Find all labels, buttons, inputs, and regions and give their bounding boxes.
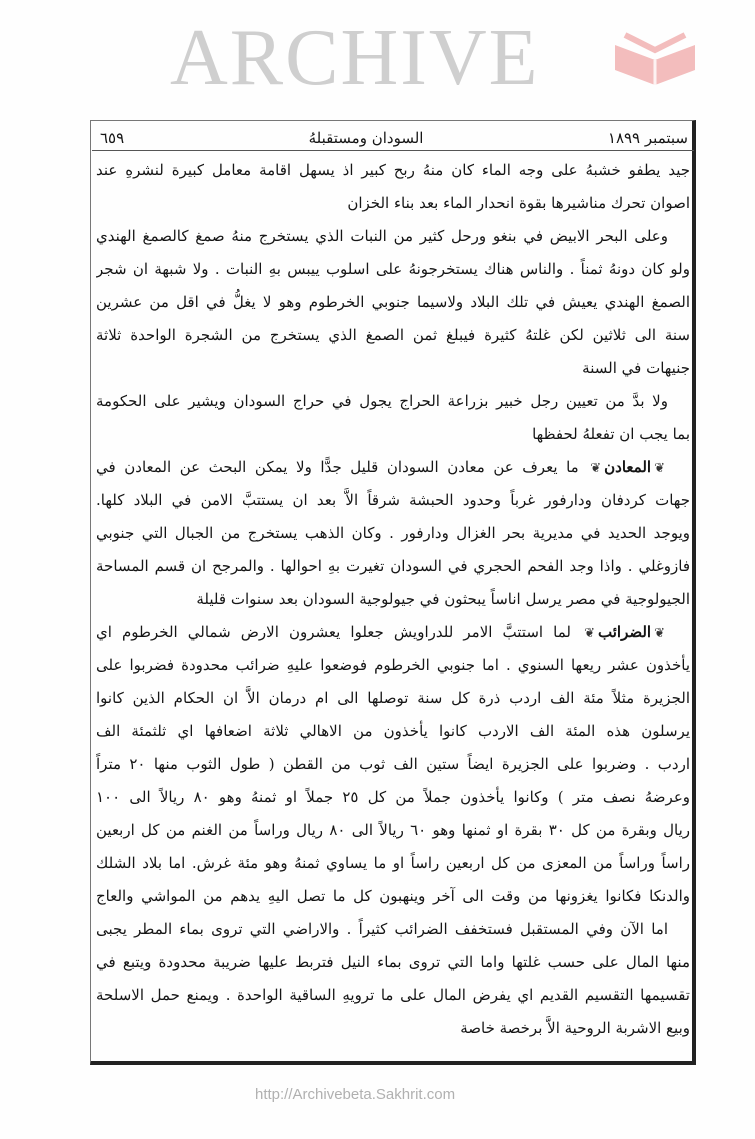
- text-line-with-heading: [96, 616, 690, 649]
- text-line: وعلى البحر الابيض في بنغو ورحل كثير من النبات الذي يستخرج منهُ صمغ كالصمغ الهندي: [96, 227, 668, 245]
- text-line: ويوجد الحديد في مديرية بحر الغزال ودارفور . وكان الذهب يستخرج من الجبال التي جنوبي: [96, 524, 690, 542]
- text-line: اما الآن وفي المستقبل فستخفف الضرائب كثيراً . والاراضي التي تروى بماء المطر يجبى: [96, 920, 668, 938]
- archive-book-logo-icon: [610, 25, 700, 95]
- text-line: ما يعرف عن معادن السودان قليل جدًّا ولا يمكن البحث عن المعادن في: [96, 458, 579, 476]
- text-line: وعرضهُ نصف متر ) وكانوا يأخذون جملاً من كل ٢٥ جملاً او ثمنهُ وهو ٨٠ ريالاً الى ١٠٠: [96, 788, 690, 806]
- text-line: سنة الى ثلاثين لكن غلتهُ كثيرة فيبلغ ثمن الصمغ الذي يستخرج من الشجرة الواحدة ثلاثة: [96, 326, 690, 344]
- ornament-icon: ❦: [654, 626, 665, 641]
- text-line: راساً وراساً من المعزى من كل اربعين راساً او ما يساوي ثمنهُ وهو مئة غرش. اما بلاد الشلك: [96, 854, 690, 872]
- text-line: يأخذون عشر ريعها السنوي . اما جنوبي الخرطوم فوضعوا عليهِ ضرائب محدودة فضربوا على: [96, 656, 690, 674]
- text-line: جهات كردفان ودارفور غرباً وحدود الحبشة شرقاً الاَّ بعد ان يستتبَّ الامن في البلاد كلها.: [96, 491, 690, 509]
- text-line-with-heading: [96, 451, 690, 484]
- text-line: والدنكا فكانوا يغزونها من وقت الى آخر وينهبون كل ما تصل اليهِ يدهم من المواشي والعاج: [96, 887, 690, 905]
- text-line: ولو كان دونهُ ثمناً . والناس هناك يستخرجونهُ على اسلوب ييبس بهِ النبات . ولا شبهة ان شجر: [96, 260, 690, 278]
- text-line: الجيولوجية في مصر يرسل اناساً يبحثون في جيولوجية السودان بعد سنوات قليلة: [196, 590, 690, 608]
- text-line: ريال وبقرة من كل ٣٠ بقرة او ثمنها وهو ٦٠ ريالاً الى ٨٠ ريال وراساً من الغنم من كل اربعين: [96, 821, 690, 839]
- text-line: منها المال على حسب غلتها واما التي تروى بماء النيل فتربط عليها ضريبة محدودة ويتبع في: [96, 953, 690, 971]
- section-heading-taxes: الضرائب: [598, 623, 652, 641]
- text-line: بما يجب ان تفعلهُ لحفظها: [532, 425, 690, 443]
- text-line: ولا بدَّ من تعيين رجل خبير بزراعة الحراج يجول في حراج السودان ويشير على الحكومة: [96, 392, 668, 410]
- text-line: جنيهات في السنة: [582, 359, 690, 377]
- running-header: [100, 126, 688, 150]
- header-divider: [92, 150, 694, 151]
- ornament-icon: ❦: [584, 626, 595, 641]
- text-line: تقسيمها التقسيم القديم اي يفرض المال على ما ترويهِ الساقية الواحدة . ويمنع حمل الاسلحة: [96, 986, 690, 1004]
- section-heading-minerals: المعادن: [604, 458, 652, 476]
- text-line: الجزيرة مثلاً مئة الف اردب ذرة كل سنة توصلها الى ام درمان الاَّ ان الحكام الذين كانوا: [96, 689, 690, 707]
- text-line: لما استتبَّ الامر للدراويش جعلوا يعشرون الارض شمالي الخرطوم اي: [96, 623, 571, 641]
- ornament-icon: ❦: [590, 461, 602, 476]
- ornament-icon: ❦: [654, 461, 665, 476]
- article-body: [96, 154, 690, 1045]
- text-line: وبيع الاشربة الروحية الاَّ برخصة خاصة: [460, 1019, 690, 1037]
- page-number: ٦٥٩: [100, 129, 125, 147]
- header-date: سبتمبر ١٨٩٩: [607, 129, 688, 147]
- text-line: اصوان تحرك مناشيرها بقوة انحدار الماء بعد بناء الخزان: [347, 194, 690, 212]
- text-line: جيد يطفو خشبهُ على وجه الماء كان منهُ ربح كبير اذ يسهل اقامة معامل كبيرة لنشرهِ عند: [96, 161, 690, 179]
- text-line: يرسلون هذه المئة الف الاردب كانوا يأخذون من الاهالي ثلاثة اضعافها اي ثلثمئة الف: [96, 722, 690, 740]
- text-line: الصمغ الهندي يعيش في تلك البلاد ولاسيما جنوبي الخرطوم وهو لا يغلُّ في اقل من عشرين: [96, 293, 690, 311]
- header-title: السودان ومستقبلهُ: [308, 129, 424, 147]
- text-line: اردب . وضربوا على الجزيرة ايضاً ستين الف ثوب من القطن ( طول الثوب منها ٢٠ متراً: [96, 755, 690, 773]
- watermark-text: ARCHIVE: [170, 14, 540, 102]
- watermark-url: http://Archivebeta.Sakhrit.com: [255, 1086, 456, 1103]
- text-line: فازوغلي . واذا وجد الفحم الحجري في السودان تغيرت بهِ احوالها . والمرجح ان قسم المساحة: [96, 557, 690, 575]
